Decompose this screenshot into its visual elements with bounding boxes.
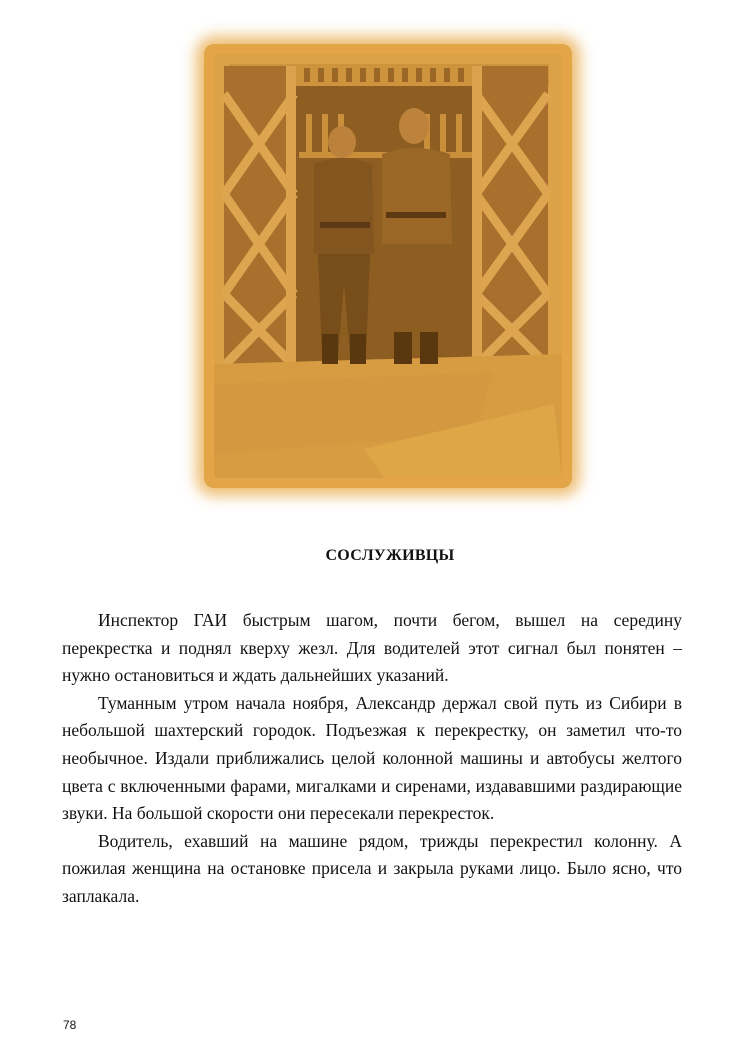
paragraph: Инспектор ГАИ быстрым шагом, почти бегом, вышел на середину перекрестка и поднял кверху жезл. Для водителей этот сигнал был понятен – нужно остановиться и ждать дальнейших указаний. <box>62 610 682 686</box>
paragraph: Водитель, ехавший на машине рядом, трижды перекрестил колонну. А пожилая женщина на остановке присела и закрыла руками лицо. Было ясно, что заплакала. <box>62 830 682 906</box>
body-text <box>62 607 682 911</box>
photo-image <box>214 54 562 478</box>
sepia-photo <box>200 40 576 492</box>
photo-illustration <box>214 54 562 478</box>
chapter-heading: СОСЛУЖИВЦЫ <box>325 547 455 564</box>
page-number: 78 <box>63 1018 77 1032</box>
paragraph: Туманным утром начала ноября, Александр держал свой путь из Сибири в небольшой шахтерский городок. Подъезжая к перекрестку, он заметил что-то необычное. Издали приближались целой колонной машины и автобусы желтого цвета с включенными фарами, мигалками и сиренами, издававшими раздирающие звуки. На большой скорости они пересекали перекресток. <box>62 692 682 824</box>
